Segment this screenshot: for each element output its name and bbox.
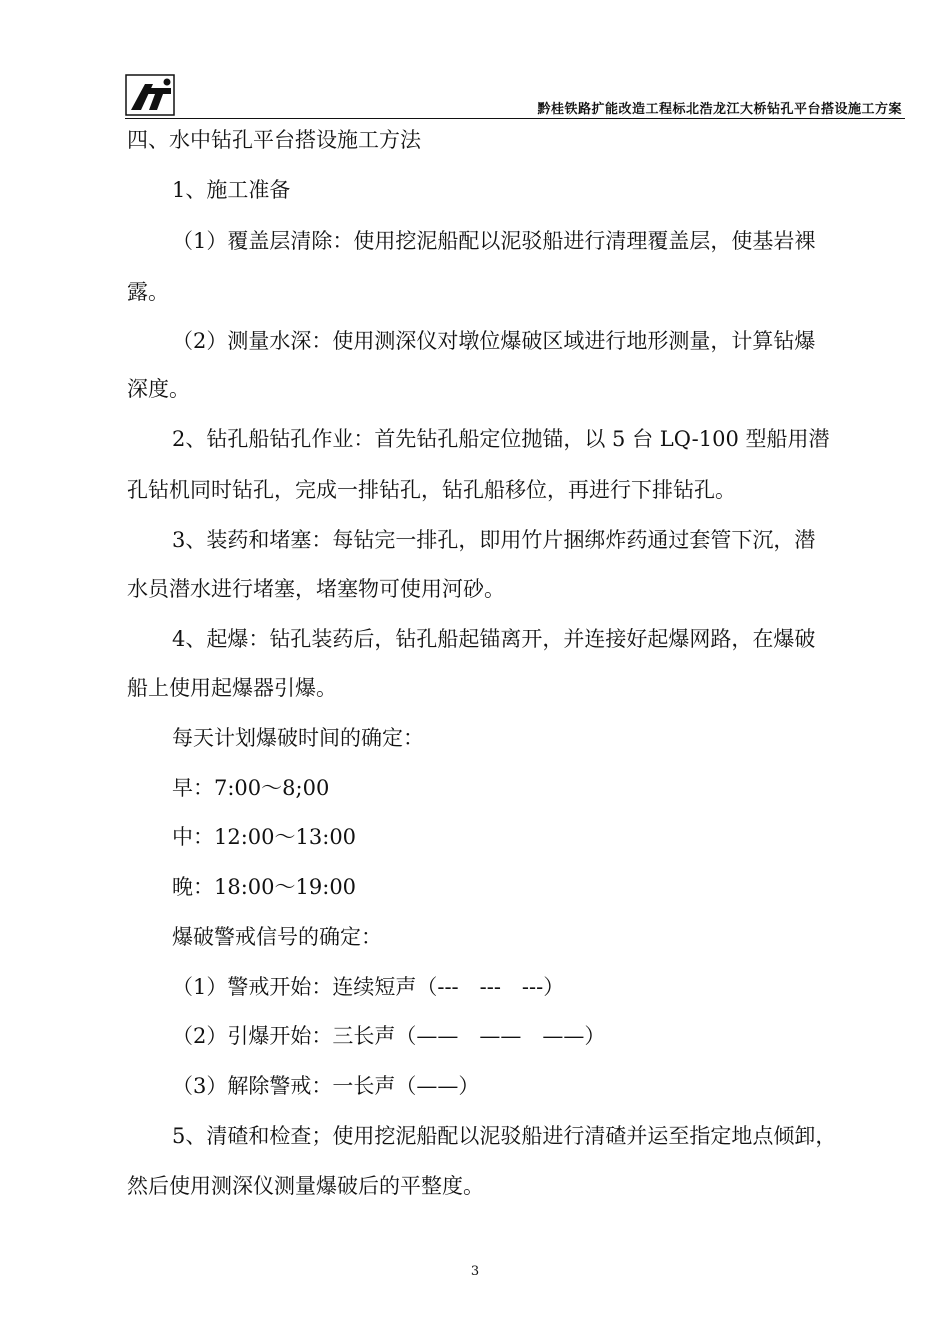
header-title: 黔桂铁路扩能改造工程标北浩龙江大桥钻孔平台搭设施工方案 xyxy=(537,102,902,117)
railway-company-logo xyxy=(125,74,175,116)
paragraph-line: 孔钻机同时钻孔，完成一排钻孔，钻孔船移位，再进行下排钻孔。 xyxy=(127,478,736,502)
paragraph-line: 1、施工准备 xyxy=(172,178,291,202)
paragraph-line: （1）覆盖层清除：使用挖泥船配以泥驳船进行清理覆盖层，使基岩裸 xyxy=(172,229,816,253)
paragraph-line: （2）测量水深：使用测深仪对墩位爆破区域进行地形测量，计算钻爆 xyxy=(172,329,816,353)
paragraph-line: 4、起爆：钻孔装药后，钻孔船起锚离开，并连接好起爆网路，在爆破 xyxy=(172,627,816,651)
signal-line: （2）引爆开始：三长声（—— —— ——） xyxy=(172,1024,606,1048)
paragraph-line: 深度。 xyxy=(127,377,190,401)
paragraph-line: 爆破警戒信号的确定： xyxy=(172,925,382,949)
schedule-line: 中：12:00～13:00 xyxy=(172,825,357,849)
signal-line: （1）警戒开始：连续短声（--- --- ---） xyxy=(172,975,565,999)
page-header xyxy=(125,70,905,120)
paragraph-line: 水员潜水进行堵塞，堵塞物可使用河砂。 xyxy=(127,577,505,601)
page-number: 3 xyxy=(470,1264,480,1279)
schedule-line: 早：7:00～8;00 xyxy=(172,776,330,800)
paragraph-line: 船上使用起爆器引爆。 xyxy=(127,676,337,700)
paragraph-line: 露。 xyxy=(127,280,169,304)
schedule-line: 晚：18:00～19:00 xyxy=(172,875,357,899)
header-rule xyxy=(125,118,905,119)
section-heading: 四、水中钻孔平台搭设施工方法 xyxy=(127,128,421,152)
paragraph-line: 每天计划爆破时间的确定： xyxy=(172,726,424,750)
paragraph-line: 5、清碴和检查；使用挖泥船配以泥驳船进行清碴并运至指定地点倾卸， xyxy=(172,1124,837,1148)
paragraph-line: 2、钻孔船钻孔作业：首先钻孔船定位抛锚，以 5 台 LQ-100 型船用潜 xyxy=(172,427,830,451)
paragraph-line: 然后使用测深仪测量爆破后的平整度。 xyxy=(127,1174,484,1198)
paragraph-line: 3、装药和堵塞：每钻完一排孔，即用竹片捆绑炸药通过套管下沉，潜 xyxy=(172,528,816,552)
signal-line: （3）解除警戒：一长声（——） xyxy=(172,1074,480,1098)
